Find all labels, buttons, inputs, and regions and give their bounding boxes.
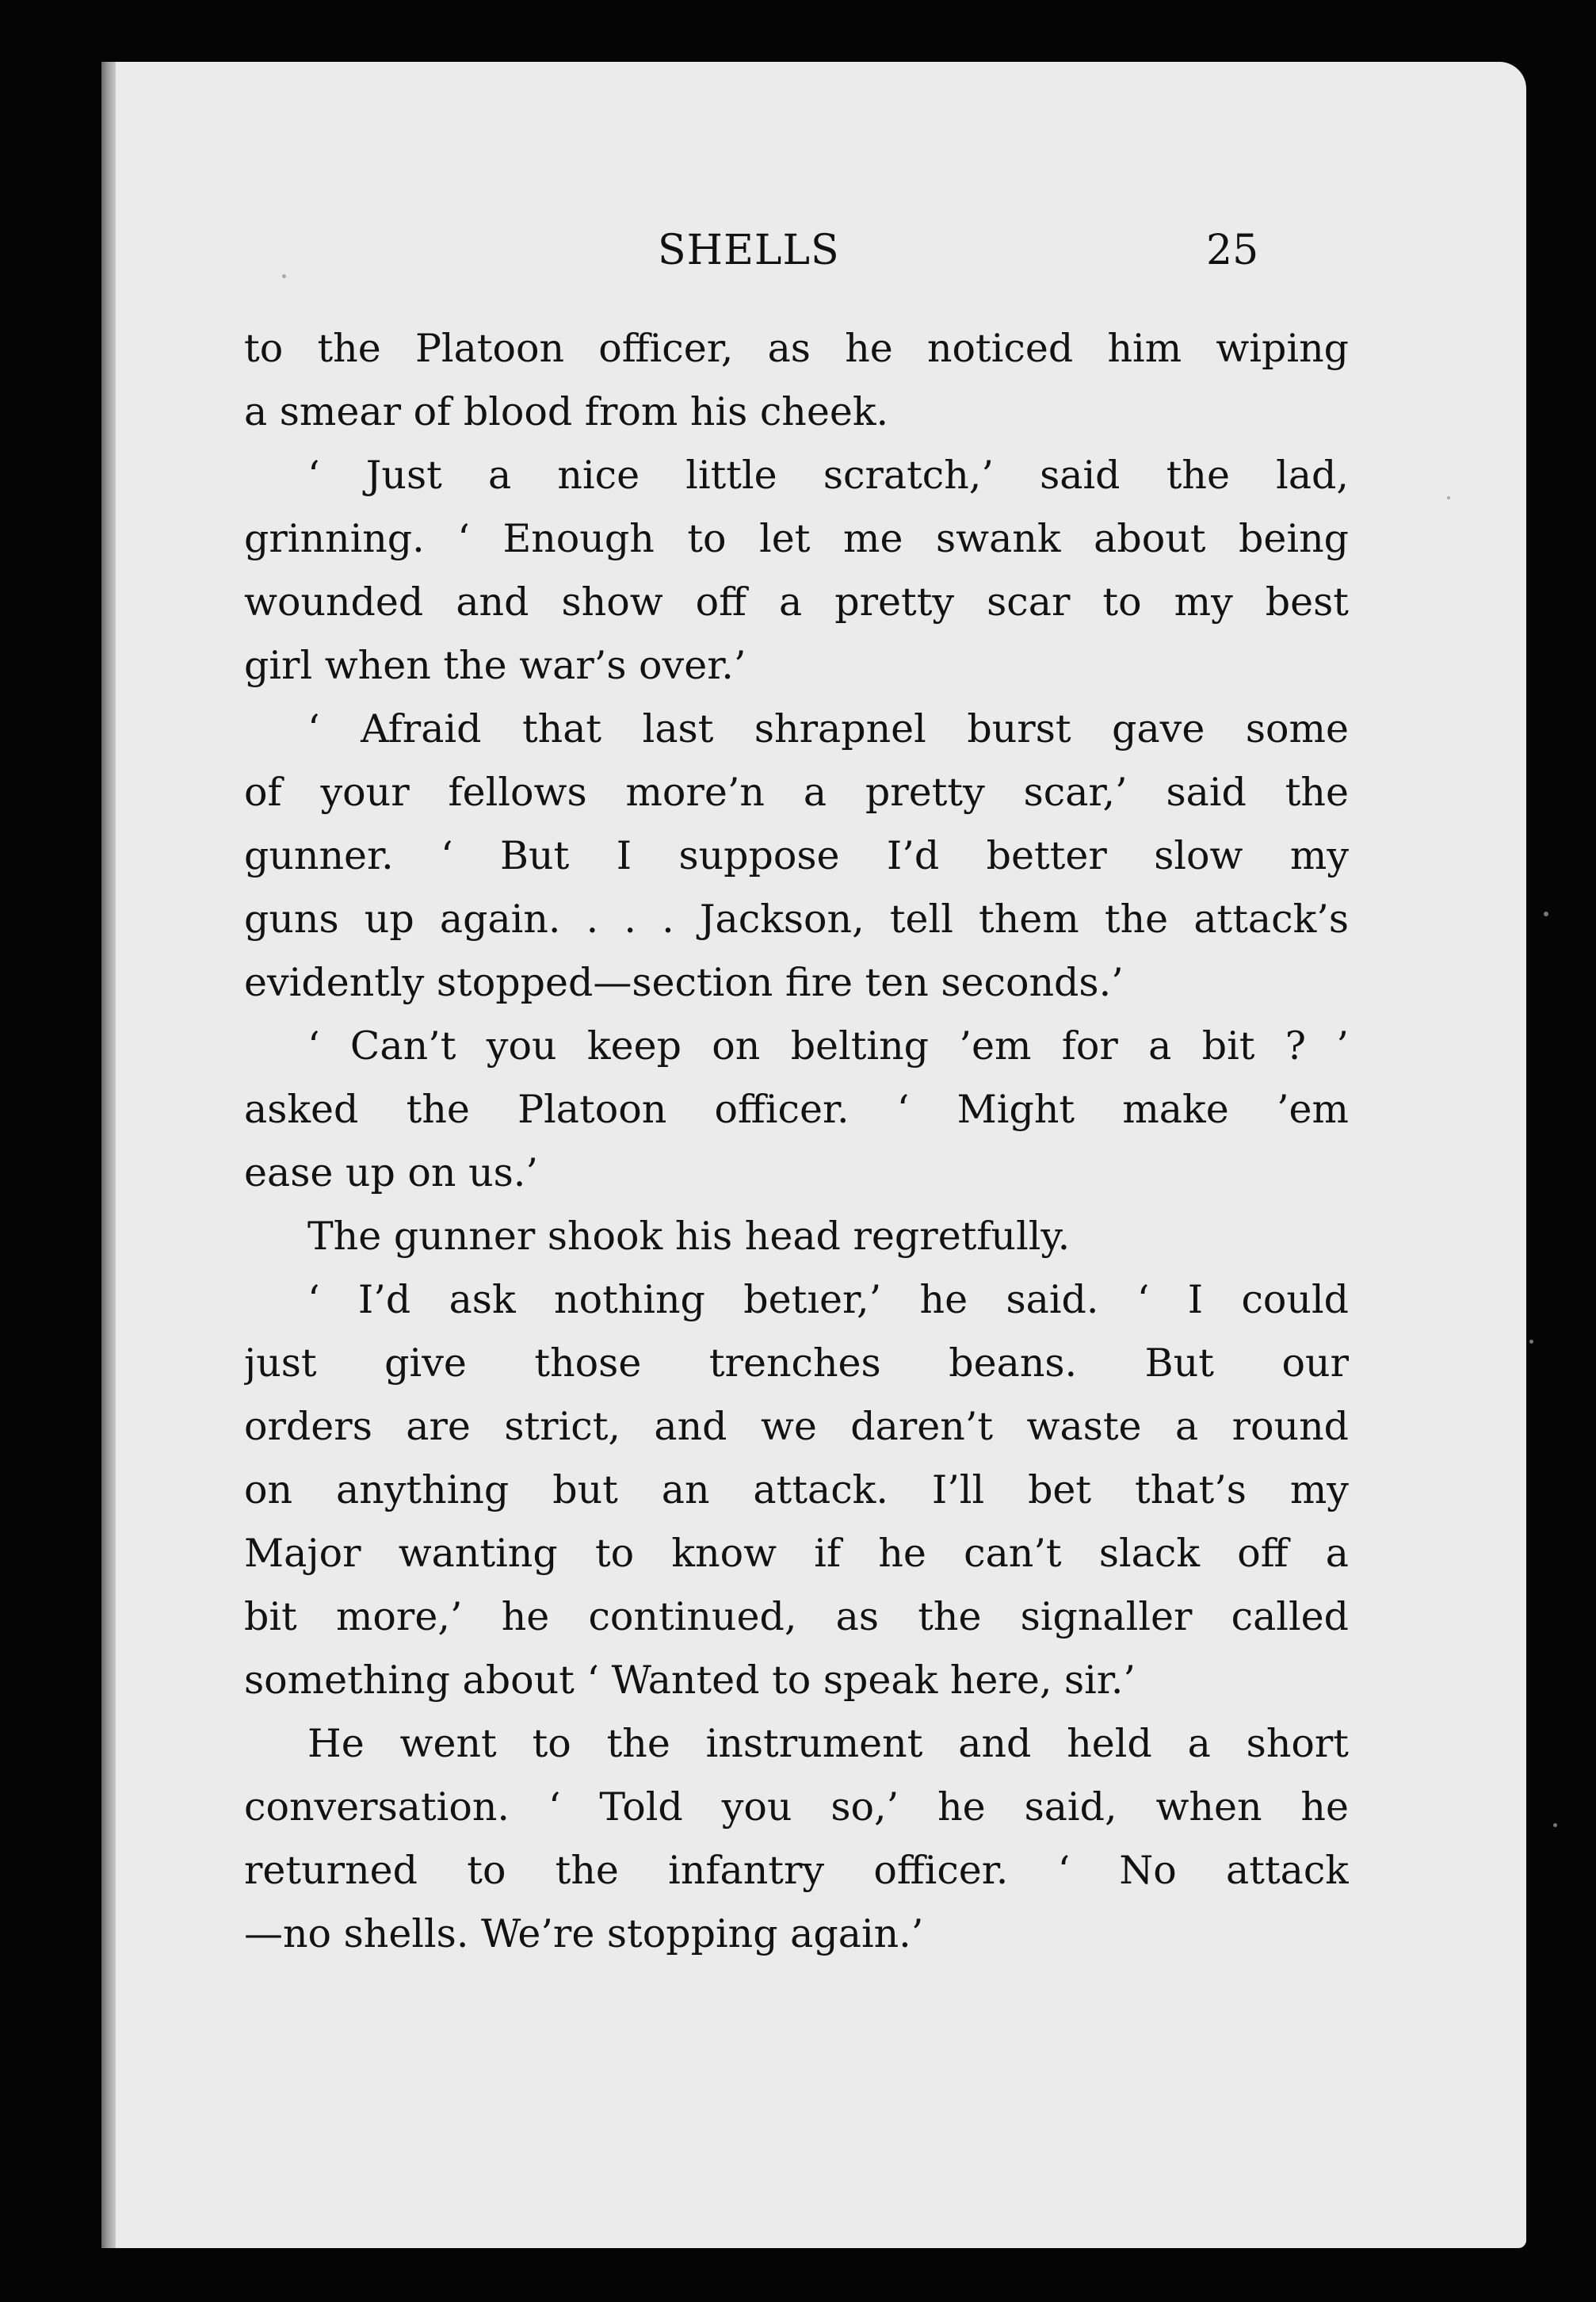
scan-speck <box>282 274 286 278</box>
text-line: gunner. ‘ But I suppose I’d better slow my <box>244 833 1349 878</box>
text-line: wounded and show off a pretty scar to my best <box>244 579 1349 625</box>
text-line: grinning. ‘ Enough to let me swank about being <box>244 516 1349 561</box>
text-line: a smear of blood from his cheek. <box>244 389 889 434</box>
text-line: conversation. ‘ Told you so,’ he said, when he <box>244 1784 1349 1830</box>
text-line: ease up on us.’ <box>244 1150 538 1195</box>
text-line: —no shells. We’re stopping again.’ <box>244 1911 924 1956</box>
page-header <box>101 227 1526 282</box>
text-line: evidently stopped—section fire ten seconds.’ <box>244 960 1124 1005</box>
page-number: 25 <box>1206 227 1259 274</box>
scan-speck <box>1544 912 1548 916</box>
text-line: just give those trenches beans. But our <box>244 1340 1349 1386</box>
text-line: bit more,’ he continued, as the signaller called <box>244 1594 1349 1639</box>
text-line: orders are strict, and we daren’t waste a round <box>244 1404 1349 1449</box>
running-head: SHELLS <box>658 227 840 274</box>
text-line: The gunner shook his head regretfully. <box>307 1214 1071 1259</box>
text-line: ‘ I’d ask nothing betıer,’ he said. ‘ I could <box>307 1277 1349 1322</box>
text-line: on anything but an attack. I’ll bet that’s my <box>244 1467 1349 1512</box>
scan-speck <box>1553 1823 1557 1827</box>
book-page <box>101 62 1526 2248</box>
text-line: guns up again. . . . Jackson, tell them the attack’s <box>244 897 1349 942</box>
text-line: to the Platoon officer, as he noticed him wiping <box>244 326 1349 371</box>
scan-speck <box>1529 1340 1533 1344</box>
text-line: something about ‘ Wanted to speak here, sir.’ <box>244 1658 1136 1703</box>
text-line: He went to the instrument and held a short <box>307 1721 1349 1766</box>
text-line: ‘ Can’t you keep on belting ’em for a bit ? ’ <box>307 1023 1349 1069</box>
text-line: asked the Platoon officer. ‘ Might make ’em <box>244 1087 1349 1132</box>
text-line: ‘ Just a nice little scratch,’ said the lad, <box>307 453 1349 498</box>
text-line: girl when the war’s over.’ <box>244 643 746 688</box>
text-line: returned to the infantry officer. ‘ No attack <box>244 1848 1349 1893</box>
page-gutter <box>101 62 116 2248</box>
body-text <box>244 317 1349 1966</box>
text-line: Major wanting to know if he can’t slack off a <box>244 1531 1349 1576</box>
text-line: ‘ Afraid that last shrapnel burst gave some <box>307 706 1349 751</box>
scan-speck <box>1447 496 1450 499</box>
text-line: of your fellows more’n a pretty scar,’ said the <box>244 770 1349 815</box>
